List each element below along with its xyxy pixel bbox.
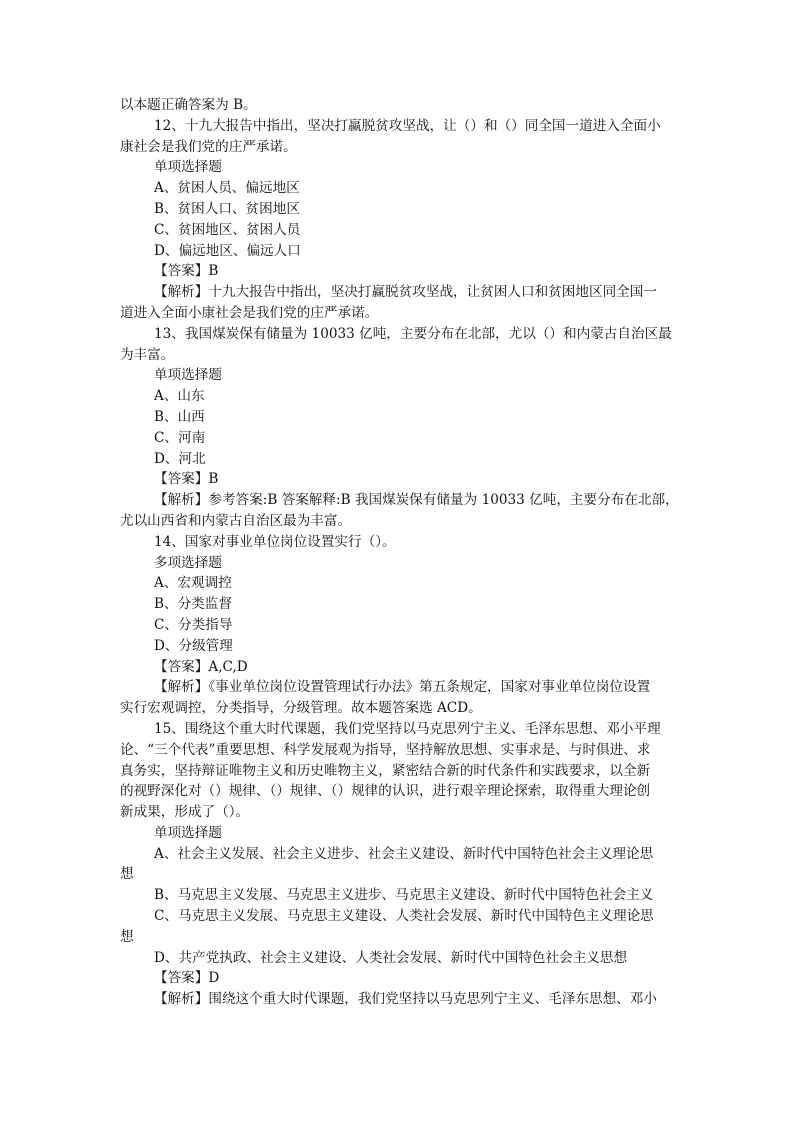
option-line: B、贫困人口、贫困地区 xyxy=(154,200,300,217)
option-line: C、马克思主义发展、马克思主义建设、人类社会发展、新时代中国特色主义理论思 xyxy=(154,908,654,925)
answer-line: 【答案】B xyxy=(154,471,219,488)
question-type-line: 单项选择题 xyxy=(154,159,222,176)
text-line: 想 xyxy=(120,928,134,945)
option-line: A、山东 xyxy=(154,388,205,405)
text-line: 论、“三个代表”重要思想、科学发展观为指导，坚持解放思想、实事求是、与时俱进、求 xyxy=(120,741,651,758)
text-line: 新成果，形成了（）。 xyxy=(120,804,250,821)
option-line: B、山西 xyxy=(154,408,205,425)
option-line: A、社会主义发展、社会主义进步、社会主义建设、新时代中国特色社会主义理论思 xyxy=(154,845,654,862)
explanation-line: 【解析】十九大报告中指出，坚决打赢脱贫攻坚战，让贫困人口和贫困地区同全国一 xyxy=(154,284,657,301)
answer-line: 【答案】D xyxy=(154,970,220,987)
text-line: 以本题正确答案为 B。 xyxy=(120,97,257,113)
option-line: C、分类指导 xyxy=(154,616,233,633)
text-line: 尤以山西省和内蒙古自治区最为丰富。 xyxy=(120,512,352,529)
text-line: 康社会是我们党的庄严承诺。 xyxy=(120,138,297,155)
explanation-line: 【解析】参考答案:B 答案解释:B 我国煤炭保有储量为 10033 亿吨，主要分布在北部， xyxy=(154,492,679,509)
question-line: 13、我国煤炭保有储量为 10033 亿吨，主要分布在北部，尤以（）和内蒙古自治区最 xyxy=(154,325,672,342)
option-line: A、宏观调控 xyxy=(154,575,232,592)
text-line: 为丰富。 xyxy=(120,346,175,363)
option-line: D、分级管理 xyxy=(154,637,233,654)
question-type-line: 多项选择题 xyxy=(154,554,222,571)
option-line: C、贫困地区、贫困人员 xyxy=(154,221,301,238)
explanation-line: 【解析】《事业单位岗位设置管理试行办法》第五条规定，国家对事业单位岗位设置 xyxy=(154,679,651,696)
option-line: B、马克思主义发展、马克思主义进步、马克思主义建设、新时代中国特色社会主义 xyxy=(154,887,654,904)
text-line: 实行宏观调控，分类指导，分级管理。故本题答案选 ACD。 xyxy=(120,700,482,717)
option-line: B、分类监督 xyxy=(154,596,232,613)
text-line: 想 xyxy=(120,866,134,883)
option-line: C、河南 xyxy=(154,429,206,446)
question-line: 14、国家对事业单位岗位设置实行（）。 xyxy=(154,533,396,550)
option-line: D、河北 xyxy=(154,450,206,467)
answer-line: 【答案】B xyxy=(154,263,219,280)
option-line: A、贫困人员、偏远地区 xyxy=(154,180,300,197)
answer-line: 【答案】A,C,D xyxy=(154,658,248,675)
option-line: D、偏远地区、偏远人口 xyxy=(154,242,301,259)
question-line: 12、十九大报告中指出，坚决打赢脱贫攻坚战，让（）和（）同全国一道进入全面小 xyxy=(154,117,661,134)
text-line: 的视野深化对（）规律、（）规律、（）规律的认识，进行艰辛理论探索，取得重大理论创 xyxy=(120,783,651,800)
question-type-line: 单项选择题 xyxy=(154,824,222,841)
explanation-line: 【解析】围绕这个重大时代课题，我们党坚持以马克思列宁主义、毛泽东思想、邓小 xyxy=(154,991,657,1008)
text-line: 道进入全面小康社会是我们党的庄严承诺。 xyxy=(120,304,379,321)
text-line: 真务实，坚持辩证唯物主义和历史唯物主义，紧密结合新的时代条件和实践要求，以全新 xyxy=(120,762,651,779)
question-line: 15、围绕这个重大时代课题，我们党坚持以马克思列宁主义、毛泽东思想、邓小平理 xyxy=(154,720,661,737)
option-line: D、共产党执政、社会主义建设、人类社会发展、新时代中国特色社会主义思想 xyxy=(154,949,628,966)
document-body xyxy=(120,95,679,1010)
question-type-line: 单项选择题 xyxy=(154,367,222,384)
